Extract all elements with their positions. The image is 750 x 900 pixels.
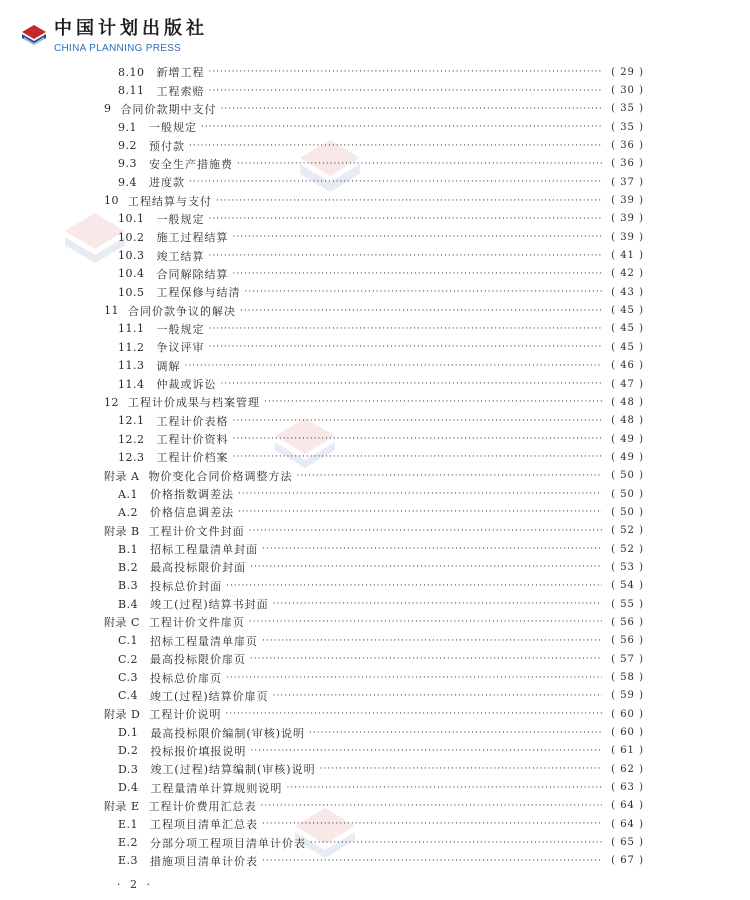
toc-leader-dots bbox=[264, 397, 602, 407]
toc-entry-number: E.3 bbox=[118, 854, 139, 868]
toc-entry-number: 10.3 bbox=[118, 249, 145, 263]
toc-entry-title: 工程计价费用汇总表 bbox=[148, 799, 257, 813]
toc-entry-page: ( 42 ) bbox=[611, 268, 644, 280]
toc-entry-number: A.2 bbox=[118, 505, 138, 519]
toc-leader-dots bbox=[201, 122, 602, 132]
toc-section-row[interactable] bbox=[104, 320, 644, 338]
toc-entry-number: 10.2 bbox=[118, 230, 145, 244]
toc-section-row[interactable] bbox=[104, 246, 644, 264]
toc-entry-number: E.1 bbox=[118, 817, 139, 831]
toc-entry-page: ( 58 ) bbox=[611, 672, 644, 684]
toc-leader-dots bbox=[233, 269, 603, 279]
toc-entry-page: ( 39 ) bbox=[611, 231, 644, 243]
toc-leader-dots bbox=[250, 562, 602, 572]
toc-entry-title: 物价变化合同价格调整方法 bbox=[148, 469, 293, 483]
toc-chapter-row[interactable] bbox=[104, 797, 644, 815]
toc-entry-number: A.1 bbox=[118, 487, 138, 501]
toc-chapter-row[interactable] bbox=[104, 100, 644, 118]
toc-entry-title: 投标总价封面 bbox=[150, 579, 223, 593]
toc-entry-title: 合同解除结算 bbox=[156, 267, 229, 281]
toc-entry-page: ( 36 ) bbox=[611, 140, 644, 152]
toc-entry-page: ( 47 ) bbox=[611, 378, 644, 390]
toc-entry-number: 11 bbox=[104, 304, 119, 318]
toc-entry-number: 附录 E bbox=[104, 799, 140, 813]
toc-entry-title: 最高投标限价编制(审核)说明 bbox=[150, 726, 306, 740]
toc-section-row[interactable] bbox=[104, 338, 644, 356]
toc-leader-dots bbox=[273, 691, 602, 701]
toc-section-row[interactable] bbox=[104, 448, 644, 466]
toc-entry-title: 最高投标限价封面 bbox=[150, 561, 247, 575]
publisher-logo bbox=[20, 18, 208, 55]
toc-entry-title: 工程计价档案 bbox=[156, 451, 229, 465]
toc-entry-title: 工程计价文件扉页 bbox=[148, 616, 245, 630]
toc-entry-title: 工程结算与支付 bbox=[128, 194, 212, 208]
toc-entry-title: 合同价款争议的解决 bbox=[128, 304, 236, 318]
toc-chapter-row[interactable] bbox=[104, 522, 644, 540]
toc-leader-dots bbox=[261, 801, 602, 811]
toc-section-row[interactable] bbox=[104, 485, 644, 503]
toc-entry-number: 9.1 bbox=[118, 120, 137, 134]
toc-leader-dots bbox=[310, 838, 602, 848]
toc-section-row[interactable] bbox=[104, 136, 644, 154]
toc-section-row[interactable] bbox=[104, 228, 644, 246]
toc-entry-number: 12.3 bbox=[118, 450, 145, 464]
toc-entry-title: 工程索赔 bbox=[156, 84, 205, 98]
toc-entry-page: ( 53 ) bbox=[611, 561, 644, 573]
toc-entry-page: ( 37 ) bbox=[611, 176, 644, 188]
toc-section-row[interactable] bbox=[104, 81, 644, 99]
toc-entry-number: B.4 bbox=[118, 597, 139, 611]
toc-entry-page: ( 49 ) bbox=[611, 433, 644, 445]
toc-leader-dots bbox=[309, 728, 602, 738]
toc-chapter-row[interactable] bbox=[104, 301, 644, 319]
toc-entry-page: ( 59 ) bbox=[611, 690, 644, 702]
toc-entry-page: ( 60 ) bbox=[611, 708, 644, 720]
toc-leader-dots bbox=[233, 416, 603, 426]
toc-section-row[interactable] bbox=[104, 155, 644, 173]
toc-section-row[interactable] bbox=[104, 375, 644, 393]
toc-entry-number: C.3 bbox=[118, 671, 139, 685]
toc-leader-dots bbox=[296, 471, 602, 481]
toc-entry-page: ( 67 ) bbox=[611, 855, 644, 867]
toc-entry-number: 附录 D bbox=[104, 708, 141, 722]
toc-entry-title: 进度款 bbox=[149, 176, 185, 190]
toc-entry-page: ( 46 ) bbox=[611, 360, 644, 372]
toc-section-row[interactable] bbox=[104, 687, 644, 705]
toc-leader-dots bbox=[209, 251, 603, 261]
toc-entry-page: ( 48 ) bbox=[611, 415, 644, 427]
toc-entry-title: 预付款 bbox=[149, 139, 185, 153]
toc-leader-dots bbox=[240, 306, 602, 316]
toc-entry-number: 10.5 bbox=[118, 285, 145, 299]
toc-entry-title: 措施项目清单计价表 bbox=[150, 854, 259, 868]
toc-entry-page: ( 48 ) bbox=[611, 396, 644, 408]
toc-entry-page: ( 36 ) bbox=[611, 158, 644, 170]
toc-section-row[interactable] bbox=[104, 118, 644, 136]
toc-entry-title: 仲裁或诉讼 bbox=[156, 378, 217, 392]
toc-entry-title: 最高投标限价扉页 bbox=[150, 653, 247, 667]
toc-entry-page: ( 29 ) bbox=[611, 66, 644, 78]
toc-entry-page: ( 64 ) bbox=[611, 818, 644, 830]
toc-entry-page: ( 41 ) bbox=[611, 250, 644, 262]
toc-leader-dots bbox=[209, 324, 603, 334]
toc-entry-page: ( 50 ) bbox=[611, 506, 644, 518]
toc-entry-page: ( 39 ) bbox=[611, 213, 644, 225]
toc-entry-title: 安全生产措施费 bbox=[149, 157, 233, 171]
toc-entry-number: D.2 bbox=[118, 744, 139, 758]
toc-entry-page: ( 39 ) bbox=[611, 195, 644, 207]
toc-leader-dots bbox=[238, 507, 602, 517]
toc-leader-dots bbox=[233, 434, 603, 444]
toc-entry-number: 12.1 bbox=[118, 414, 145, 428]
toc-entry-number: E.2 bbox=[118, 836, 139, 850]
toc-section-row[interactable] bbox=[104, 265, 644, 283]
toc-entry-title: 工程保修与结清 bbox=[156, 286, 241, 300]
toc-entry-page: ( 45 ) bbox=[611, 305, 644, 317]
toc-entry-title: 工程量清单计算规则说明 bbox=[150, 781, 283, 795]
toc-entry-title: 工程计价文件封面 bbox=[148, 524, 245, 538]
toc-section-row[interactable] bbox=[104, 412, 644, 430]
toc-leader-dots bbox=[238, 489, 602, 499]
toc-entry-title: 一般规定 bbox=[156, 322, 205, 336]
toc-entry-title: 工程计价成果与档案管理 bbox=[128, 396, 260, 410]
toc-entry-page: ( 35 ) bbox=[611, 121, 644, 133]
toc-leader-dots bbox=[209, 214, 603, 224]
toc-entry-number: 8.11 bbox=[118, 84, 145, 98]
toc-entry-title: 分部分项工程项目清单计价表 bbox=[150, 836, 307, 850]
toc-entry-title: 工程计价表格 bbox=[156, 414, 229, 428]
toc-entry-number: B.1 bbox=[118, 542, 139, 556]
toc-leader-dots bbox=[262, 819, 602, 829]
toc-entry-number: 10.4 bbox=[118, 267, 145, 281]
toc-entry-page: ( 60 ) bbox=[611, 727, 644, 739]
toc-entry-number: B.3 bbox=[118, 579, 139, 593]
toc-entry-page: ( 52 ) bbox=[611, 525, 644, 537]
toc-leader-dots bbox=[262, 636, 602, 646]
toc-entry-page: ( 35 ) bbox=[611, 103, 644, 115]
toc-entry-number: D.3 bbox=[118, 762, 139, 776]
toc-leader-dots bbox=[221, 104, 603, 114]
toc-entry-number: C.2 bbox=[118, 652, 139, 666]
toc-entry-title: 工程计价资料 bbox=[156, 433, 229, 447]
toc-entry-page: ( 56 ) bbox=[611, 616, 644, 628]
toc-entry-page: ( 49 ) bbox=[611, 451, 644, 463]
toc-leader-dots bbox=[226, 673, 602, 683]
toc-entry-number: C.4 bbox=[118, 689, 139, 703]
toc-chapter-row[interactable] bbox=[104, 613, 644, 631]
toc-section-row[interactable] bbox=[104, 540, 644, 558]
toc-leader-dots bbox=[233, 452, 603, 462]
toc-section-row[interactable] bbox=[104, 815, 644, 833]
toc-section-row[interactable] bbox=[104, 650, 644, 668]
toc-leader-dots bbox=[209, 67, 603, 77]
toc-section-row[interactable] bbox=[104, 723, 644, 741]
toc-entry-number: 10.1 bbox=[118, 212, 145, 226]
toc-leader-dots bbox=[225, 709, 602, 719]
toc-entry-number: 9 bbox=[104, 102, 112, 116]
toc-section-row[interactable] bbox=[104, 852, 644, 870]
toc-section-row[interactable] bbox=[104, 577, 644, 595]
toc-entry-number: 12.2 bbox=[118, 432, 145, 446]
toc-chapter-row[interactable] bbox=[104, 393, 644, 411]
toc-leader-dots bbox=[262, 856, 602, 866]
toc-chapter-row[interactable] bbox=[104, 705, 644, 723]
toc-entry-title: 施工过程结算 bbox=[156, 231, 229, 245]
toc-entry-number: 8.10 bbox=[118, 65, 145, 79]
toc-entry-title: 竣工(过程)结算书封面 bbox=[150, 598, 269, 612]
publisher-logo-icon bbox=[20, 22, 48, 50]
toc-entry-title: 一般规定 bbox=[149, 121, 197, 135]
toc-leader-dots bbox=[189, 141, 602, 151]
toc-entry-page: ( 45 ) bbox=[611, 323, 644, 335]
toc-entry-title: 合同价款期中支付 bbox=[120, 102, 217, 116]
toc-entry-number: C.1 bbox=[118, 634, 139, 648]
toc-entry-number: 11.2 bbox=[118, 340, 145, 354]
toc-entry-number: 附录 C bbox=[104, 616, 140, 630]
toc-section-row[interactable] bbox=[104, 430, 644, 448]
toc-entry-page: ( 45 ) bbox=[611, 341, 644, 353]
toc-section-row[interactable] bbox=[104, 210, 644, 228]
toc-section-row[interactable] bbox=[104, 63, 644, 81]
page-number: · 2 · bbox=[117, 878, 153, 891]
toc-entry-page: ( 65 ) bbox=[611, 837, 644, 849]
toc-chapter-row[interactable] bbox=[104, 191, 644, 209]
toc-entry-number: 9.2 bbox=[118, 139, 137, 153]
publisher-name-cn: 中国计划出版社 bbox=[54, 18, 208, 39]
toc-leader-dots bbox=[249, 526, 602, 536]
toc-entry-page: ( 54 ) bbox=[611, 580, 644, 592]
table-of-contents bbox=[104, 63, 644, 870]
toc-leader-dots bbox=[286, 783, 602, 793]
toc-entry-number: B.2 bbox=[118, 560, 139, 574]
toc-section-row[interactable] bbox=[104, 558, 644, 576]
toc-entry-page: ( 55 ) bbox=[611, 598, 644, 610]
toc-leader-dots bbox=[226, 581, 602, 591]
toc-entry-number: 附录 A bbox=[104, 469, 140, 483]
toc-leader-dots bbox=[250, 746, 602, 756]
toc-section-row[interactable] bbox=[104, 283, 644, 301]
toc-entry-title: 调解 bbox=[156, 359, 181, 373]
toc-entry-title: 招标工程量清单封面 bbox=[150, 543, 259, 557]
toc-entry-page: ( 50 ) bbox=[611, 470, 644, 482]
toc-entry-page: ( 30 ) bbox=[611, 85, 644, 97]
toc-entry-title: 竣工(过程)结算编制(审核)说明 bbox=[150, 763, 316, 777]
toc-leader-dots bbox=[262, 544, 602, 554]
toc-leader-dots bbox=[250, 654, 602, 664]
toc-leader-dots bbox=[237, 159, 602, 169]
toc-entry-page: ( 56 ) bbox=[611, 635, 644, 647]
toc-entry-title: 工程项目清单汇总表 bbox=[150, 818, 259, 832]
toc-entry-title: 投标报价填报说明 bbox=[150, 744, 247, 758]
toc-leader-dots bbox=[189, 177, 602, 187]
toc-entry-number: 11.3 bbox=[118, 359, 145, 373]
toc-section-row[interactable] bbox=[104, 503, 644, 521]
toc-entry-title: 招标工程量清单扉页 bbox=[150, 634, 259, 648]
toc-leader-dots bbox=[209, 342, 603, 352]
toc-chapter-row[interactable] bbox=[104, 467, 644, 485]
toc-section-row[interactable] bbox=[104, 632, 644, 650]
toc-entry-number: D.4 bbox=[118, 781, 139, 795]
toc-entry-number: 11.4 bbox=[118, 377, 145, 391]
toc-entry-number: 附录 B bbox=[104, 524, 140, 538]
toc-entry-page: ( 52 ) bbox=[611, 543, 644, 555]
toc-entry-page: ( 63 ) bbox=[611, 782, 644, 794]
toc-entry-number: 11.1 bbox=[118, 322, 145, 336]
toc-leader-dots bbox=[209, 86, 603, 96]
toc-leader-dots bbox=[185, 361, 603, 371]
toc-entry-number: 12 bbox=[104, 395, 119, 409]
toc-entry-page: ( 61 ) bbox=[611, 745, 644, 757]
toc-section-row[interactable] bbox=[104, 778, 644, 796]
publisher-name-en: CHINA PLANNING PRESS bbox=[54, 43, 182, 54]
toc-leader-dots bbox=[216, 196, 602, 206]
toc-leader-dots bbox=[245, 287, 603, 297]
toc-leader-dots bbox=[273, 599, 602, 609]
toc-entry-title: 竣工结算 bbox=[156, 249, 205, 263]
toc-entry-title: 争议评审 bbox=[156, 341, 205, 355]
toc-entry-number: 10 bbox=[104, 194, 119, 208]
toc-entry-title: 价格指数调差法 bbox=[149, 488, 234, 502]
toc-entry-title: 价格信息调差法 bbox=[149, 506, 234, 520]
toc-entry-page: ( 43 ) bbox=[611, 286, 644, 298]
toc-entry-title: 一般规定 bbox=[156, 212, 205, 226]
toc-section-row[interactable] bbox=[104, 173, 644, 191]
toc-section-row[interactable] bbox=[104, 742, 644, 760]
toc-leader-dots bbox=[320, 764, 602, 774]
toc-leader-dots bbox=[221, 379, 603, 389]
toc-entry-page: ( 62 ) bbox=[611, 763, 644, 775]
toc-entry-page: ( 57 ) bbox=[611, 653, 644, 665]
toc-section-row[interactable] bbox=[104, 357, 644, 375]
toc-entry-page: ( 64 ) bbox=[611, 800, 644, 812]
toc-section-row[interactable] bbox=[104, 760, 644, 778]
toc-leader-dots bbox=[249, 617, 602, 627]
toc-entry-title: 新增工程 bbox=[156, 66, 205, 80]
toc-entry-number: D.1 bbox=[118, 726, 139, 740]
toc-leader-dots bbox=[233, 232, 603, 242]
toc-section-row[interactable] bbox=[104, 668, 644, 686]
toc-entry-title: 投标总价扉页 bbox=[150, 671, 223, 685]
toc-entry-title: 工程计价说明 bbox=[149, 708, 222, 722]
toc-section-row[interactable] bbox=[104, 833, 644, 851]
toc-entry-number: 9.4 bbox=[118, 175, 137, 189]
toc-entry-title: 竣工(过程)结算价扉页 bbox=[150, 689, 269, 703]
toc-entry-number: 9.3 bbox=[118, 157, 137, 171]
toc-entry-page: ( 50 ) bbox=[611, 488, 644, 500]
toc-section-row[interactable] bbox=[104, 595, 644, 613]
